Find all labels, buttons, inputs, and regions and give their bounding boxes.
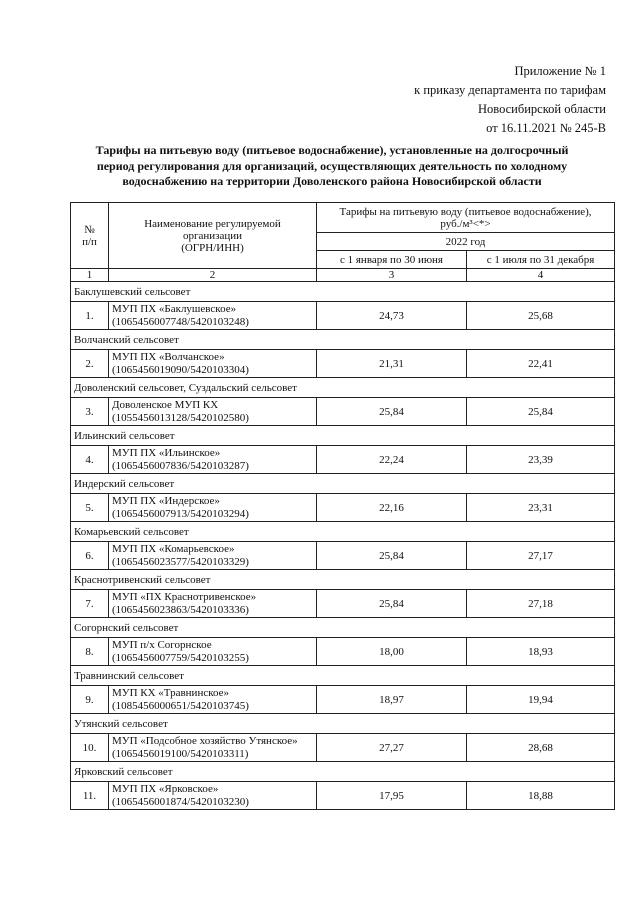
group-name: Волчанский сельсовет: [71, 330, 615, 350]
col-number: 2: [109, 269, 317, 282]
group-name: Травнинский сельсовет: [71, 666, 615, 686]
header-org: [109, 203, 317, 269]
header-year: 2022 год: [317, 233, 615, 251]
org-name: МУП КХ «Травнинское»: [112, 687, 230, 699]
tariff-h1: 21,31: [317, 350, 467, 378]
org-name: МУП ПХ «Баклушевское»: [112, 303, 237, 315]
org-cell: [109, 542, 317, 570]
group-row: [71, 618, 615, 638]
tariff-h2: 18,93: [467, 638, 615, 666]
org-cell: [109, 686, 317, 714]
col-number: 3: [317, 269, 467, 282]
group-row: [71, 474, 615, 494]
org-name: МУП ПХ «Комарьевское»: [112, 543, 235, 555]
group-name: Индерский сельсовет: [71, 474, 615, 494]
appendix-line: к приказу департамента по тарифам: [414, 83, 606, 97]
group-name: Утянский сельсовет: [71, 714, 615, 734]
org-cell: [109, 446, 317, 474]
tariff-h2: 25,84: [467, 398, 615, 426]
title-line: водоснабжению на территории Доволенского района Новосибирской области: [122, 174, 542, 188]
table-row: [71, 734, 615, 762]
org-ids: (1065456007913/5420103294): [112, 507, 249, 520]
org-name: МУП ПХ «Индерское»: [112, 495, 220, 507]
group-name: Краснотривенский сельсовет: [71, 570, 615, 590]
tariff-h1: 24,73: [317, 302, 467, 330]
row-number: 6.: [71, 542, 109, 570]
org-ids: (1065456007748/5420103248): [112, 315, 249, 328]
appendix-line: от 16.11.2021 № 245-В: [486, 121, 606, 135]
org-name: МУП «Подсобное хозяйство Утянское»: [112, 735, 298, 747]
org-name: МУП ПХ «Ярковское»: [112, 783, 219, 795]
group-row: [71, 666, 615, 686]
group-name: Ильинский сельсовет: [71, 426, 615, 446]
org-cell: [109, 734, 317, 762]
tariff-h1: 17,95: [317, 782, 467, 810]
tariff-table: [70, 202, 615, 810]
org-cell: [109, 494, 317, 522]
appendix-block: [414, 62, 606, 138]
header-num-text: № п/п: [82, 223, 97, 248]
table-row: [71, 638, 615, 666]
appendix-line: Новосибирской области: [477, 102, 606, 116]
org-ids: (1065456007836/5420103287): [112, 459, 249, 472]
row-number: 3.: [71, 398, 109, 426]
tariff-h2: 27,18: [467, 590, 615, 618]
org-ids: (1065456019090/5420103304): [112, 363, 249, 376]
group-name: Ярковский сельсовет: [71, 762, 615, 782]
group-row: [71, 378, 615, 398]
document-title: [60, 143, 604, 190]
group-name: Доволенский сельсовет, Суздальский сельсовет: [71, 378, 615, 398]
tariff-h1: 18,97: [317, 686, 467, 714]
col-number: 4: [467, 269, 615, 282]
row-number: 9.: [71, 686, 109, 714]
org-ids: (1085456000651/5420103745): [112, 699, 249, 712]
org-cell: [109, 590, 317, 618]
header-row: [71, 203, 615, 233]
org-ids: (1065456001874/5420103230): [112, 795, 249, 808]
header-org-text: Наименование регулируемой организации (ОГРН/ИНН): [144, 217, 281, 254]
header-period-2: с 1 июля по 31 декабря: [467, 251, 615, 269]
tariff-h2: 18,88: [467, 782, 615, 810]
tariff-h2: 25,68: [467, 302, 615, 330]
group-name: Баклушевский сельсовет: [71, 282, 615, 302]
appendix-line: Приложение № 1: [514, 64, 606, 78]
column-number-row: [71, 269, 615, 282]
table-row: [71, 686, 615, 714]
table-row: [71, 590, 615, 618]
org-name: Доволенское МУП КХ: [112, 399, 219, 411]
row-number: 8.: [71, 638, 109, 666]
row-number: 10.: [71, 734, 109, 762]
org-ids: (1065456019100/5420103311): [112, 747, 249, 760]
row-number: 2.: [71, 350, 109, 378]
tariff-h2: 23,39: [467, 446, 615, 474]
row-number: 5.: [71, 494, 109, 522]
header-period-1: с 1 января по 30 июня: [317, 251, 467, 269]
group-row: [71, 570, 615, 590]
row-number: 4.: [71, 446, 109, 474]
group-name: Комарьевский сельсовет: [71, 522, 615, 542]
group-row: [71, 522, 615, 542]
table-row: [71, 446, 615, 474]
table-row: [71, 398, 615, 426]
org-name: МУП ПХ «Ильинское»: [112, 447, 221, 459]
tariff-h2: 27,17: [467, 542, 615, 570]
tariff-h1: 25,84: [317, 542, 467, 570]
title-line: период регулирования для организаций, осуществляющих деятельность по холодному: [96, 158, 568, 173]
tariff-h1: 27,27: [317, 734, 467, 762]
tariff-h1: 18,00: [317, 638, 467, 666]
tariff-h1: 22,24: [317, 446, 467, 474]
tariff-h1: 22,16: [317, 494, 467, 522]
group-row: [71, 282, 615, 302]
tariff-h1: 25,84: [317, 398, 467, 426]
org-ids: (1065456023577/5420103329): [112, 555, 249, 568]
org-cell: [109, 302, 317, 330]
row-number: 11.: [71, 782, 109, 810]
col-number: 1: [71, 269, 109, 282]
org-cell: [109, 398, 317, 426]
header-tariff: [317, 203, 615, 233]
org-cell: [109, 782, 317, 810]
org-name: МУП ПХ «Волчанское»: [112, 351, 225, 363]
table-row: [71, 782, 615, 810]
org-name: МУП «ПХ Краснотривенское»: [112, 591, 257, 603]
org-ids: (1065456007759/5420103255): [112, 651, 249, 664]
table-row: [71, 302, 615, 330]
tariff-h2: 23,31: [467, 494, 615, 522]
org-cell: [109, 350, 317, 378]
tariff-h2: 19,94: [467, 686, 615, 714]
group-row: [71, 714, 615, 734]
tariff-h2: 28,68: [467, 734, 615, 762]
title-line: Тарифы на питьевую воду (питьевое водоснабжение), установленные на долгосрочный: [95, 143, 569, 157]
group-row: [71, 762, 615, 782]
org-name: МУП п/х Согорнское: [112, 639, 212, 651]
org-ids: (1065456023863/5420103336): [112, 603, 249, 616]
header-num: [71, 203, 109, 269]
table-row: [71, 542, 615, 570]
header-tariff-text: Тарифы на питьевую воду (питьевое водоснабжение), руб./м³<*>: [339, 205, 592, 230]
tariff-h1: 25,84: [317, 590, 467, 618]
tariff-h2: 22,41: [467, 350, 615, 378]
row-number: 1.: [71, 302, 109, 330]
table-row: [71, 494, 615, 522]
table-row: [71, 350, 615, 378]
group-row: [71, 426, 615, 446]
org-cell: [109, 638, 317, 666]
row-number: 7.: [71, 590, 109, 618]
group-name: Согорнский сельсовет: [71, 618, 615, 638]
org-ids: (1055456013128/5420102580): [112, 411, 249, 424]
group-row: [71, 330, 615, 350]
